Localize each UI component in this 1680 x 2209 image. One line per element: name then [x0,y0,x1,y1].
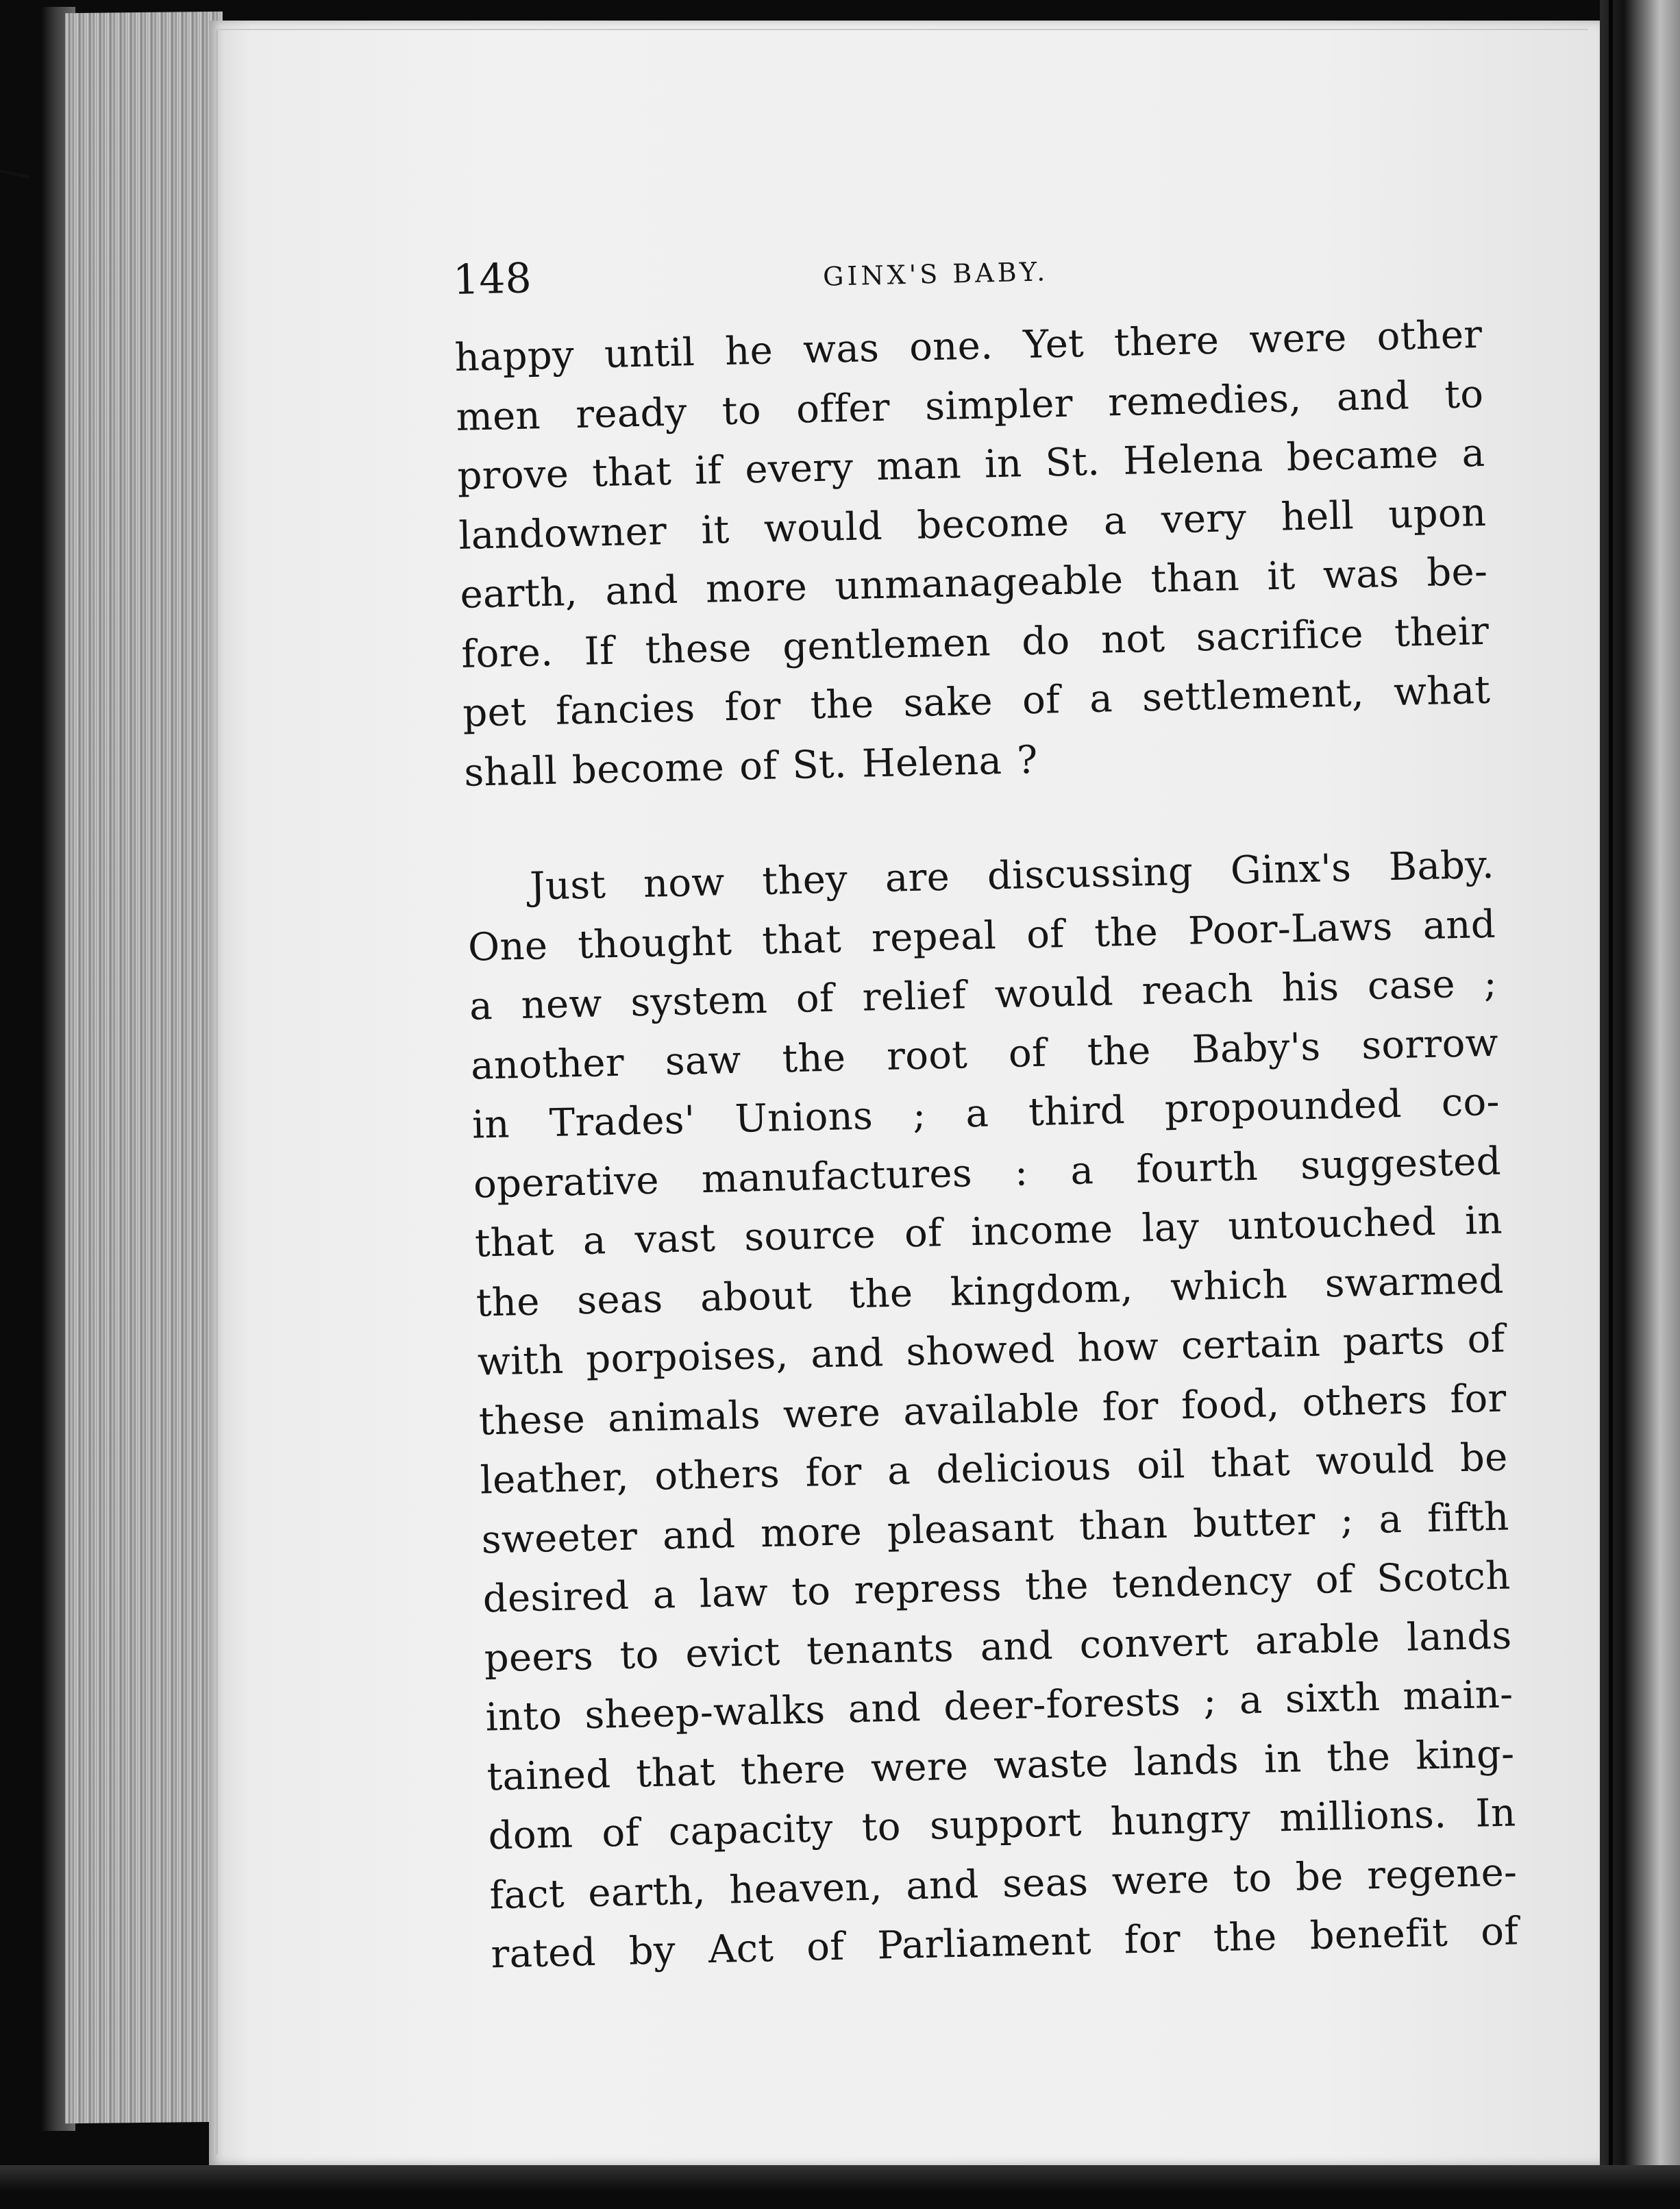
scan-mark [0,169,30,178]
text-line: shall become of St. Helena ? [463,737,1039,795]
text-line: leather, others for a delicious oil that would be [480,1435,1509,1503]
text-line: in Trades' Unions ; a third propounded co- [471,1079,1500,1148]
text-line: another saw the root of the Baby's sorrow [470,1020,1499,1089]
text-block [452,223,1519,1985]
paragraph-1 [454,306,1492,803]
page-number: 148 [452,254,532,304]
text-line: peers to evict tenants and convert arable lands [484,1612,1513,1681]
text-line: One thought that repeal of the Poor-Laws and [467,902,1496,970]
text-line: pet fancies for the sake of a settlement, what [462,667,1491,736]
page-edges [65,12,223,2123]
text-line: into sheep-walks and deer-forests ; a sixth main- [484,1672,1514,1740]
text-line: dom of capacity to support hungry millions. In [487,1790,1516,1859]
text-line: prove that if every man in St. Helena became a [456,430,1485,499]
bottom-shadow [0,2165,1680,2209]
text-line: desired a law to repress the tendency of Scotch [482,1553,1511,1622]
text-line: fore. If these gentlemen do not sacrifice their [460,608,1490,677]
text-line: these animals were available for food, others for [478,1376,1507,1444]
text-line: fact earth, heaven, and seas were to be regene- [489,1849,1518,1918]
gutter-line [1609,0,1613,2209]
text-line: sweeter and more pleasant than butter ; a fifth [481,1494,1510,1563]
text-line: operative manufactures : a fourth suggested [473,1139,1502,1207]
text-line: earth, and more unmanageable than it was be- [459,549,1488,617]
running-head: GINX'S BABY. [822,256,1049,292]
text-line: rated by Act of Parliament for the benefit of [490,1909,1519,1977]
text-line: a new system of relief would reach his case ; [469,961,1498,1029]
text-line: the seas about the kingdom, which swarmed [475,1257,1505,1326]
text-line: that a vast source of income lay untouched in [474,1198,1503,1266]
text-line: tained that there were waste lands in the king- [486,1731,1516,1799]
text-line: happy until he was one. Yet there were other [454,312,1483,380]
paragraph-2 [466,836,1519,1985]
text-line: Just now they are discussing Ginx's Baby. [529,842,1495,909]
text-line: with porpoises, and showed how certain parts of [477,1316,1506,1385]
text-line: men ready to offer simpler remedies, and to [455,371,1485,440]
text-line: landowner it would become a very hell upon [458,490,1487,558]
